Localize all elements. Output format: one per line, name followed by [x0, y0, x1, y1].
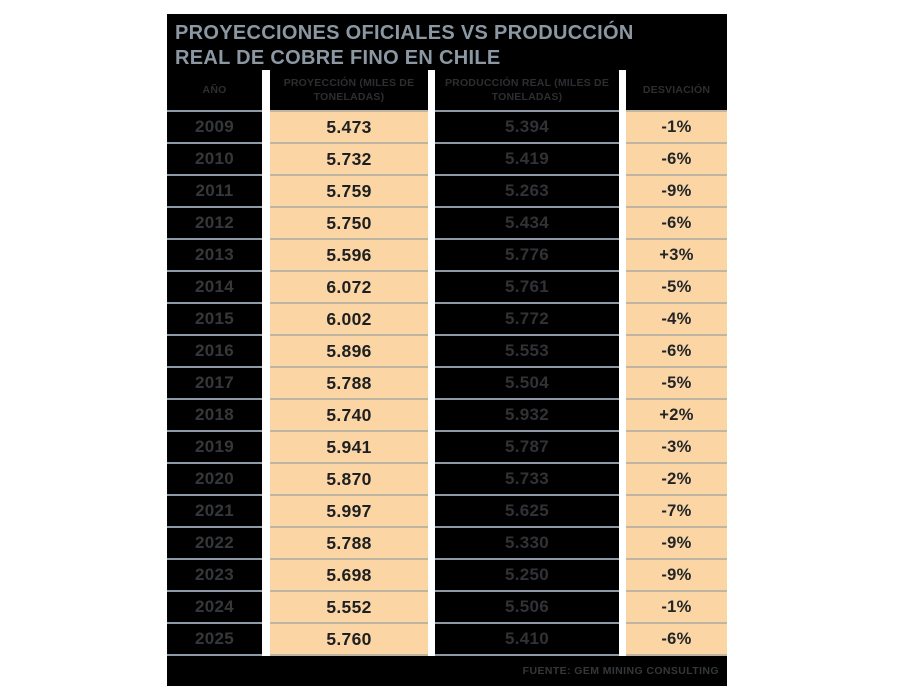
cell-deviation: -4% — [626, 304, 727, 336]
cell-deviation: -5% — [626, 272, 727, 304]
chart-title-line1: PROYECCIONES OFICIALES VS PRODUCCIÓN — [175, 22, 634, 44]
cell-deviation: -1% — [626, 112, 727, 144]
cell-projection: 5.732 — [270, 144, 428, 176]
cell-projection: 5.997 — [270, 496, 428, 528]
cell-real: 5.776 — [435, 240, 619, 272]
cell-year: 2023 — [167, 560, 262, 592]
column-real-production — [435, 70, 619, 656]
cell-deviation: -5% — [626, 368, 727, 400]
cell-year: 2017 — [167, 368, 262, 400]
column-divider — [619, 70, 626, 656]
cell-projection: 6.072 — [270, 272, 428, 304]
cell-deviation: -9% — [626, 176, 727, 208]
cell-real: 5.787 — [435, 432, 619, 464]
cell-real: 5.394 — [435, 112, 619, 144]
source-credit: FUENTE: GEM MINING CONSULTING — [522, 665, 719, 677]
cell-year: 2013 — [167, 240, 262, 272]
column-year — [167, 70, 262, 656]
cell-real: 5.625 — [435, 496, 619, 528]
cell-year: 2018 — [167, 400, 262, 432]
cell-real: 5.761 — [435, 272, 619, 304]
column-divider — [428, 70, 435, 656]
cell-deviation: -7% — [626, 496, 727, 528]
column-header-real-production: PRODUCCIÓN REAL (MILES DE TONELADAS) — [435, 70, 619, 112]
cell-projection: 5.759 — [270, 176, 428, 208]
title-block — [167, 14, 727, 70]
cell-real: 5.419 — [435, 144, 619, 176]
cell-deviation: -6% — [626, 208, 727, 240]
chart-title-line2: REAL DE COBRE FINO EN CHILE — [175, 47, 501, 69]
cell-year: 2022 — [167, 528, 262, 560]
column-projection — [270, 70, 428, 656]
cell-deviation: -3% — [626, 432, 727, 464]
cell-real: 5.250 — [435, 560, 619, 592]
cell-year: 2016 — [167, 336, 262, 368]
cell-deviation: -9% — [626, 528, 727, 560]
copper-projection-table — [167, 14, 727, 686]
cell-projection: 5.473 — [270, 112, 428, 144]
cell-year: 2014 — [167, 272, 262, 304]
cell-real: 5.263 — [435, 176, 619, 208]
column-header-projection: PROYECCIÓN (MILES DE TONELADAS) — [270, 70, 428, 112]
cell-projection: 5.760 — [270, 624, 428, 656]
cell-projection: 5.896 — [270, 336, 428, 368]
column-deviation — [626, 70, 727, 656]
cell-real: 5.410 — [435, 624, 619, 656]
cell-deviation: +2% — [626, 400, 727, 432]
cell-year: 2010 — [167, 144, 262, 176]
cell-year: 2012 — [167, 208, 262, 240]
cell-projection: 6.002 — [270, 304, 428, 336]
cell-projection: 5.740 — [270, 400, 428, 432]
cell-year: 2020 — [167, 464, 262, 496]
cell-deviation: -6% — [626, 336, 727, 368]
cell-real: 5.330 — [435, 528, 619, 560]
cell-real: 5.932 — [435, 400, 619, 432]
cell-real: 5.772 — [435, 304, 619, 336]
cell-real: 5.506 — [435, 592, 619, 624]
column-header-deviation: DESVIACIÓN — [626, 70, 727, 112]
cell-projection: 5.941 — [270, 432, 428, 464]
table-body — [167, 70, 727, 656]
cell-real: 5.553 — [435, 336, 619, 368]
cell-deviation: -9% — [626, 560, 727, 592]
cell-year: 2015 — [167, 304, 262, 336]
cell-deviation: -1% — [626, 592, 727, 624]
cell-projection: 5.788 — [270, 528, 428, 560]
cell-projection: 5.552 — [270, 592, 428, 624]
cell-deviation: -6% — [626, 624, 727, 656]
cell-real: 5.733 — [435, 464, 619, 496]
cell-deviation: -6% — [626, 144, 727, 176]
cell-year: 2011 — [167, 176, 262, 208]
column-divider — [262, 70, 270, 656]
cell-projection: 5.788 — [270, 368, 428, 400]
footer-bar — [167, 656, 727, 686]
cell-projection: 5.750 — [270, 208, 428, 240]
cell-deviation: +3% — [626, 240, 727, 272]
cell-year: 2024 — [167, 592, 262, 624]
cell-year: 2021 — [167, 496, 262, 528]
cell-projection: 5.698 — [270, 560, 428, 592]
cell-year: 2009 — [167, 112, 262, 144]
cell-projection: 5.596 — [270, 240, 428, 272]
cell-year: 2019 — [167, 432, 262, 464]
cell-real: 5.434 — [435, 208, 619, 240]
chart-title — [175, 21, 717, 71]
cell-projection: 5.870 — [270, 464, 428, 496]
cell-real: 5.504 — [435, 368, 619, 400]
column-header-year: AÑO — [167, 70, 262, 112]
cell-year: 2025 — [167, 624, 262, 656]
cell-deviation: -2% — [626, 464, 727, 496]
